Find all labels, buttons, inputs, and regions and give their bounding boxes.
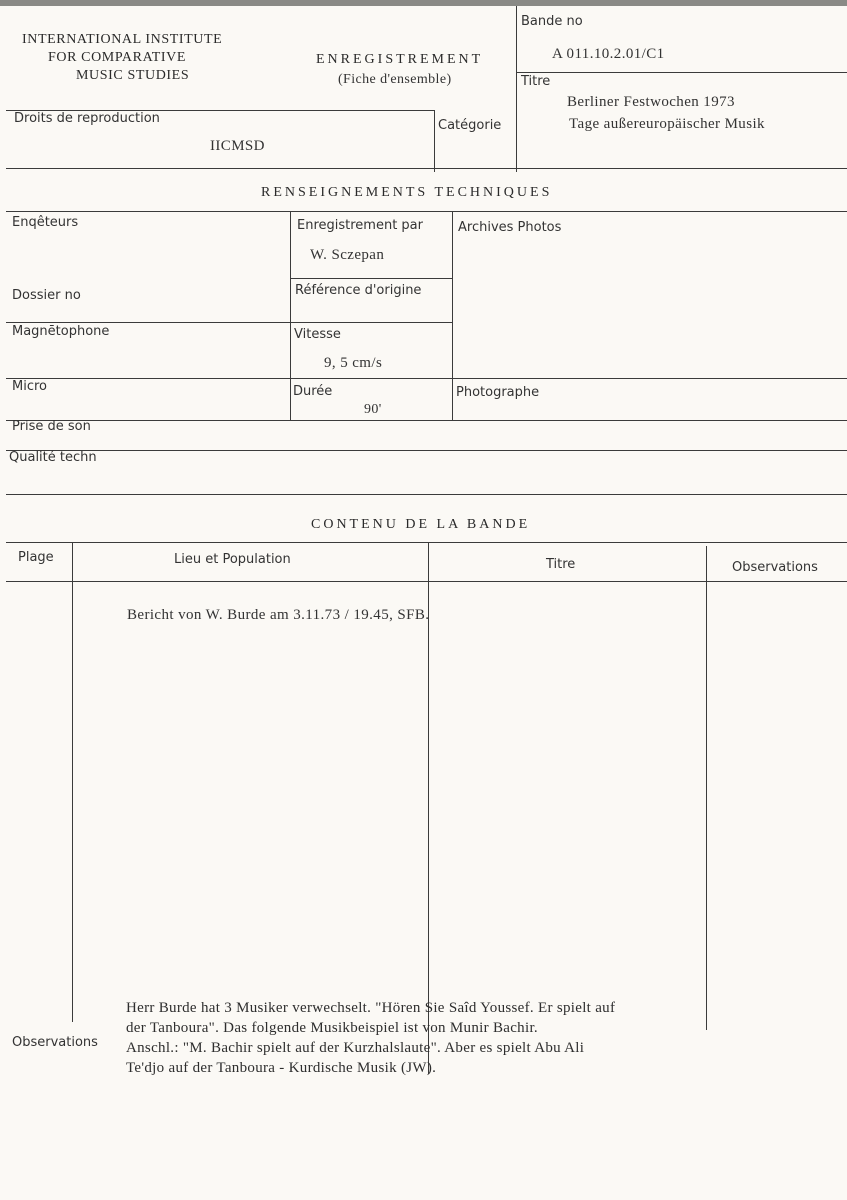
rule-tech-col1 — [290, 211, 291, 421]
technical-heading: RENSEIGNEMENTS TECHNIQUES — [261, 185, 553, 200]
droits-label: Droits de reproduction — [14, 111, 160, 126]
institute-line-3: MUSIC STUDIES — [76, 68, 190, 83]
column-observations: Observations — [732, 560, 818, 575]
rule-droits-bottom — [6, 168, 847, 169]
micro-label: Micro — [12, 379, 47, 394]
observations-line-1: Herr Burde hat 3 Musiker verwechselt. "Hören Sie Saîd Youssef. Er spielt auf — [126, 1000, 616, 1016]
rule-qualite-bottom — [6, 494, 847, 495]
enqueteurs-label: Enqêteurs — [12, 215, 79, 230]
form-subtitle: (Fiche d'ensemble) — [338, 72, 452, 87]
rule-categorie-left — [434, 110, 435, 172]
rule-col-plage — [72, 542, 73, 1022]
contents-entry: Bericht von W. Burde am 3.11.73 / 19.45, SFB. — [127, 607, 430, 623]
bande-value: A 011.10.2.01/C1 — [552, 46, 665, 62]
rule-bande-bottom — [516, 72, 847, 73]
record-card — [0, 6, 847, 1200]
archives-label: Archives Photos — [458, 220, 562, 235]
column-titre: Titre — [546, 557, 576, 572]
rule-magneto-bottom — [6, 378, 847, 379]
magnetophone-label: Magnētophone — [12, 324, 110, 339]
rule-tech-top — [6, 211, 847, 212]
enregistrement-value: W. Sczepan — [310, 247, 385, 263]
duree-value: 90' — [364, 402, 382, 417]
observations-line-3: Anschl.: "M. Bachir spielt auf der Kurzhalslaute". Aber es spielt Abu Ali — [126, 1040, 585, 1056]
titre-label: Titre — [521, 74, 551, 89]
rule-prise-bottom — [6, 450, 847, 451]
duree-label: Durée — [293, 384, 333, 399]
photographe-label: Photographe — [456, 385, 540, 400]
column-lieu: Lieu et Population — [174, 552, 291, 567]
rule-enreg-bottom — [290, 278, 452, 279]
column-plage: Plage — [18, 550, 54, 565]
qualite-label: Qualité techn — [9, 450, 97, 465]
institute-line-2: FOR COMPARATIVE — [48, 50, 187, 65]
titre-line-1: Berliner Festwochen 1973 — [567, 94, 735, 110]
contents-heading: CONTENU DE LA BANDE — [311, 517, 531, 532]
rule-tech-col2 — [452, 211, 453, 421]
observations-label: Observations — [12, 1035, 98, 1050]
vitesse-label: Vitesse — [294, 327, 341, 342]
vitesse-value: 9, 5 cm/s — [324, 355, 383, 371]
institute-line-1: INTERNATIONAL INSTITUTE — [22, 32, 223, 47]
reference-label: Référence d'origine — [295, 283, 422, 298]
droits-value: IICMSD — [210, 138, 265, 154]
dossier-label: Dossier no — [12, 288, 81, 303]
observations-line-4: Te'djo auf der Tanboura - Kurdische Musik (JW). — [126, 1060, 437, 1076]
form-title: ENREGISTREMENT — [316, 52, 484, 67]
rule-col-titre — [706, 546, 707, 1030]
titre-line-2: Tage außereuropäischer Musik — [569, 116, 765, 132]
rule-header-vertical — [516, 6, 517, 172]
bande-label: Bande no — [521, 14, 583, 29]
prise-label: Prise de son — [12, 419, 91, 434]
rule-micro-bottom — [6, 420, 847, 421]
enregistrement-label: Enregistrement par — [297, 218, 423, 233]
rule-columns-bottom — [6, 581, 847, 582]
observations-line-2: der Tanboura". Das folgende Musikbeispiel ist von Munir Bachir. — [126, 1020, 538, 1036]
rule-dossier-bottom — [6, 322, 452, 323]
rule-contents-top — [6, 542, 847, 543]
categorie-label: Catégorie — [438, 118, 502, 133]
